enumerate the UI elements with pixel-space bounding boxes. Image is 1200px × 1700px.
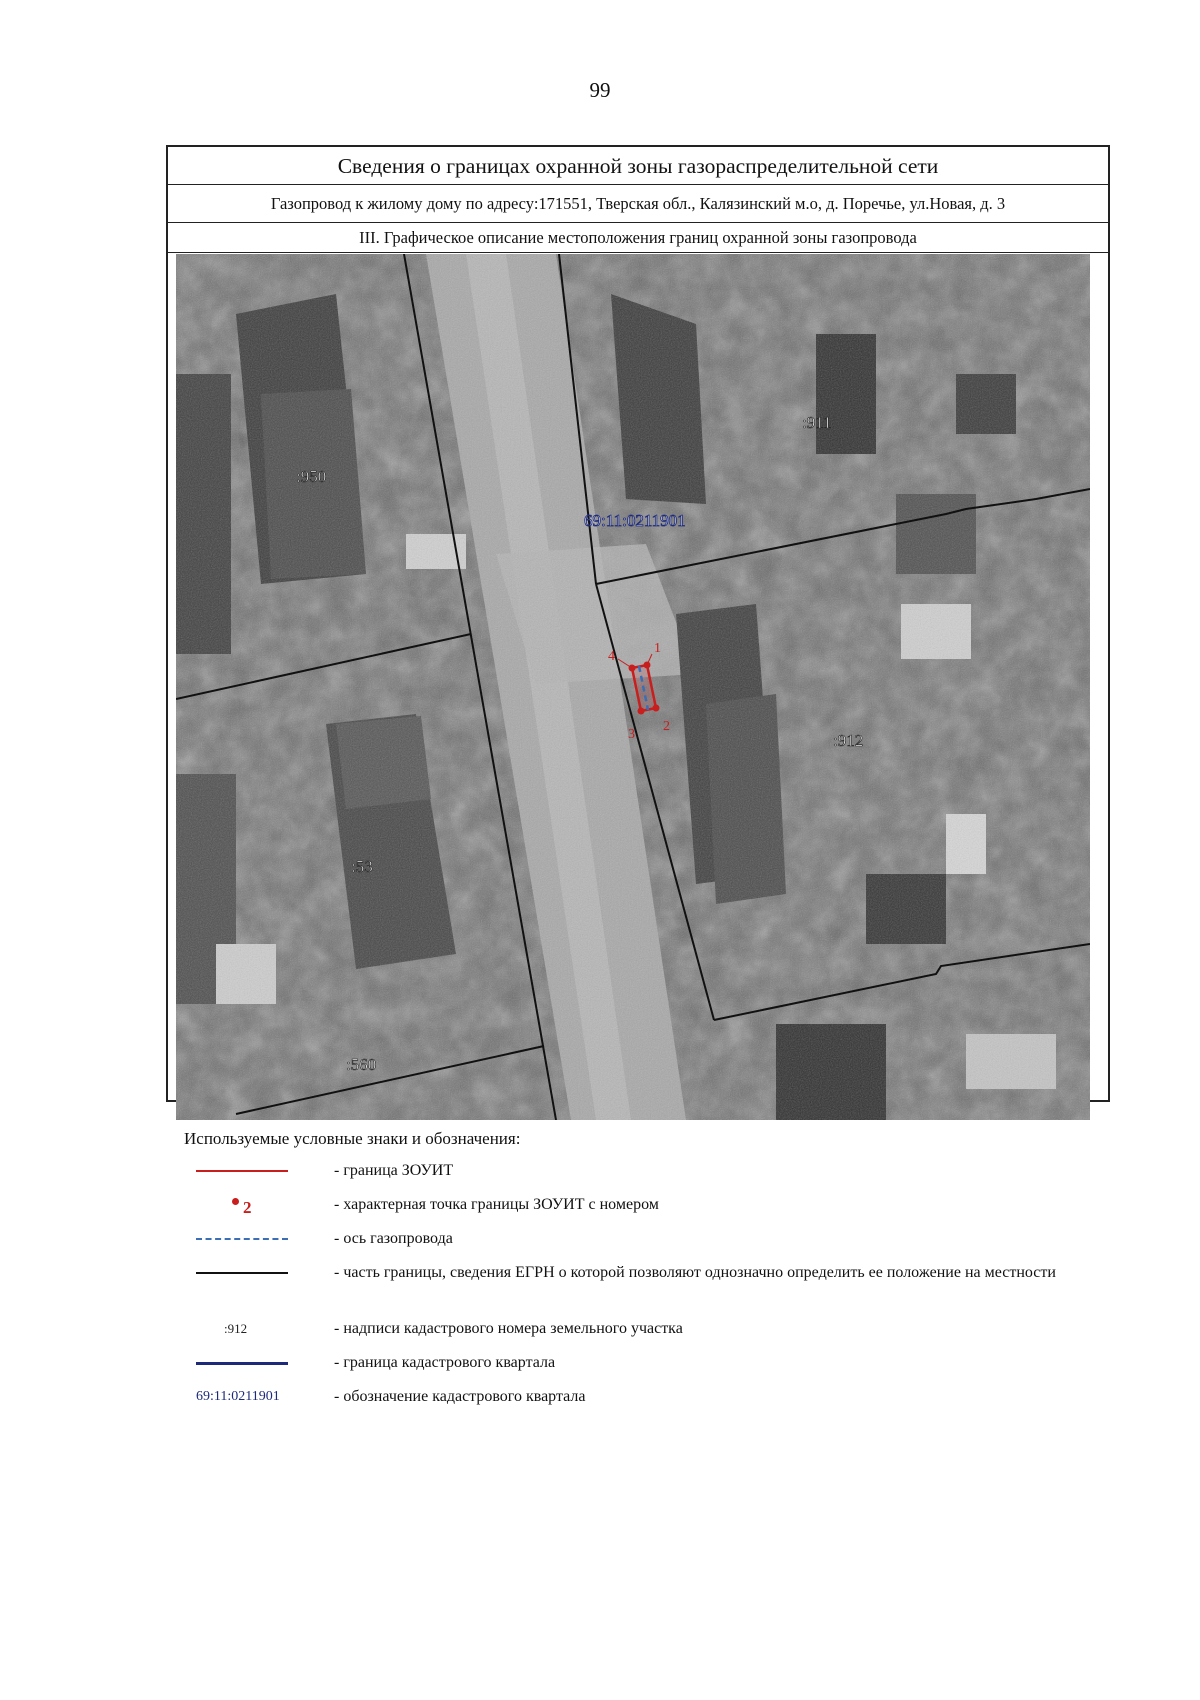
section-title: III. Графическое описание местоположения границ охранной зоны газопровода [168,223,1108,253]
aerial-map[interactable] [176,254,1090,1120]
legend [184,1129,1084,1417]
red-line-symbol [196,1170,288,1172]
parcel-label-912: :912 [833,731,864,750]
legend-item [184,1157,1084,1191]
legend-item [184,1383,1084,1417]
legend-text: - надписи кадастрового номера земельного участка [334,1320,683,1337]
zone-point-3[interactable] [638,708,645,715]
legend-text: - обозначение кадастрового квартала [334,1388,586,1405]
legend-item [184,1259,1084,1315]
parcel-label-560: :560 [346,1055,377,1074]
navy-line-symbol [196,1362,288,1365]
parcel-label-53: :53 [351,857,373,876]
legend-title: Используемые условные знаки и обозначения: [184,1129,521,1148]
red-point-symbol [232,1196,292,1218]
legend-text: - ось газопровода [334,1230,453,1247]
document-frame [166,145,1110,1405]
document-title: Сведения о границах охранной зоны газораспределительной сети [168,147,1108,185]
page-number: 99 [589,78,611,102]
legend-text: - часть границы, сведения ЕГРН о которой позволяют однозначно определить ее положение на местности [334,1264,1056,1281]
legend-symbol [184,1383,304,1413]
black-line-symbol [196,1272,288,1274]
legend-text: - граница ЗОУИТ [334,1162,454,1179]
legend-symbol [184,1191,304,1221]
point-number: 2 [243,1198,252,1217]
legend-symbol [184,1349,304,1379]
zone-point-2[interactable] [653,705,660,712]
blue-dashed-line-symbol [196,1238,288,1240]
legend-symbol [184,1157,304,1187]
parcel-label-symbol: :912 [224,1321,248,1336]
point-label-1: 1 [654,641,661,656]
point-label-4: 4 [608,649,615,664]
legend-item [184,1225,1084,1259]
parcel-label-950: :950 [296,467,327,486]
object-description: Газопровод к жилому дому по адресу:171551, Тверская обл., Калязинский м.о, д. Поречье, ул.Новая, д. 3 [168,185,1108,223]
map-texture-grain [176,254,1090,1120]
point-dot [232,1198,239,1205]
point-label-3: 3 [628,727,635,742]
legend-text: - характерная точка границы ЗОУИТ с номером [334,1196,659,1213]
point-label-2: 2 [663,719,670,734]
legend-symbol [184,1315,304,1345]
legend-text: - граница кадастрового квартала [334,1354,556,1371]
quarter-label-symbol: 69:11:0211901 [196,1389,280,1404]
legend-symbol [184,1259,304,1289]
legend-item [184,1315,1084,1349]
legend-item [184,1349,1084,1383]
legend-item [184,1191,1084,1225]
parcel-label-911: :911 [802,413,832,432]
legend-symbol [184,1225,304,1255]
quarter-label: 69:11:0211901 [584,511,686,530]
map-canvas [176,254,1090,1120]
